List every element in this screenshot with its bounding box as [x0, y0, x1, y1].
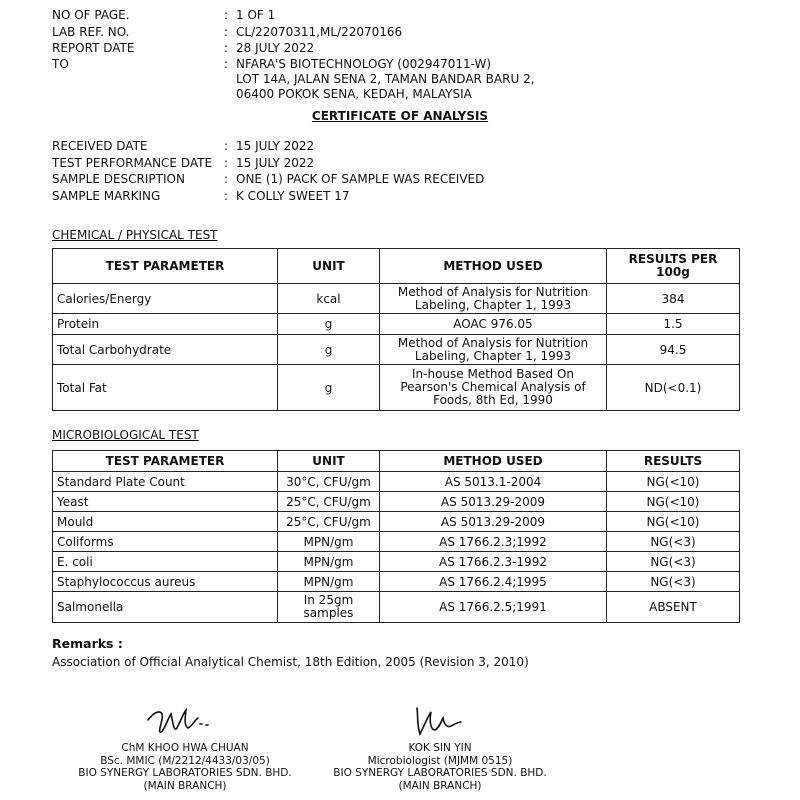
table-header-row [53, 249, 740, 284]
field-separator: : [224, 188, 229, 203]
column-header: TEST PARAMETER [53, 249, 278, 284]
table-row [53, 284, 740, 314]
field-label: RECEIVED DATE [52, 139, 148, 153]
address-line: LOT 14A, JALAN SENA 2, TAMAN BANDAR BARU 2, [236, 71, 535, 86]
field-label: REPORT DATE [52, 41, 135, 55]
remarks-title: Remarks : [52, 636, 123, 651]
signature-icon [140, 698, 230, 742]
sample-row [52, 188, 752, 205]
header-row-lab-ref [52, 24, 752, 41]
cell-result: 384 [607, 284, 740, 314]
header-row-report-date [52, 40, 752, 57]
method-line: Labeling, Chapter 1, 1993 [414, 297, 572, 312]
cell-parameter: Staphylococcus aureus [53, 572, 278, 592]
table-row [53, 552, 740, 572]
cell-parameter: Total Fat [53, 365, 278, 411]
field-value: 28 JULY 2022 [236, 41, 315, 55]
column-header-line: RESULTS PER [628, 252, 718, 266]
table-row [53, 492, 740, 512]
cell-parameter: Calories/Energy [53, 284, 278, 314]
cell-result: ND(<0.1) [607, 365, 740, 411]
field-value: ONE (1) PACK OF SAMPLE WAS RECEIVED [236, 172, 485, 186]
address-line: NFARA'S BIOTECHNOLOGY (002947011-W) [236, 56, 492, 71]
cell-parameter: Protein [53, 314, 278, 335]
cell-method: AS 5013.1-2004 [380, 472, 607, 492]
method-line: Pearson's Chemical Analysis of [400, 380, 586, 394]
column-header: UNIT [278, 249, 380, 284]
column-header: TEST PARAMETER [53, 451, 278, 472]
cell-method: AS 5013.29-2009 [380, 512, 607, 532]
cell-method: AS 1766.2.3-1992 [380, 552, 607, 572]
document-title: CERTIFICATE OF ANALYSIS [311, 109, 489, 123]
method-line: Method of Analysis for Nutrition [397, 335, 589, 350]
signatory-line: Microbiologist (MJMM 0515) [367, 754, 513, 767]
column-header: METHOD USED [380, 249, 607, 284]
field-label: LAB REF. NO. [52, 24, 130, 39]
cell-result: NG(<3) [607, 552, 740, 572]
cell-unit: 30°C, CFU/gm [278, 472, 380, 492]
cell-result: NG(<3) [607, 572, 740, 592]
method-line: Method of Analysis for Nutrition [397, 284, 589, 299]
field-separator: : [224, 24, 229, 39]
sample-row [52, 171, 752, 188]
sample-row [52, 138, 752, 155]
table-row [53, 472, 740, 492]
cell-unit: MPN/gm [278, 552, 380, 572]
address-line: 06400 POKOK SENA, KEDAH, MALAYSIA [236, 86, 472, 101]
cell-method: AOAC 976.05 [380, 314, 607, 335]
method-line: Foods, 8th Ed, 1990 [433, 393, 553, 407]
cell-method [380, 335, 607, 365]
field-separator: : [224, 41, 229, 55]
cell-unit: kcal [278, 284, 380, 314]
cell-unit: MPN/gm [278, 532, 380, 552]
method-line: In-house Method Based On [412, 367, 574, 381]
field-label: TO [52, 56, 69, 71]
cell-parameter: Coliforms [53, 532, 278, 552]
cell-unit: 25°C, CFU/gm [278, 492, 380, 512]
cell-parameter: Standard Plate Count [53, 472, 278, 492]
method-line: Labeling, Chapter 1, 1993 [414, 348, 572, 363]
signatory-line: (MAIN BRANCH) [143, 779, 227, 792]
table-row [53, 572, 740, 592]
sample-info [52, 138, 752, 204]
field-separator: : [224, 56, 229, 71]
table-row [53, 532, 740, 552]
cell-result: NG(<3) [607, 532, 740, 552]
cell-result: NG(<10) [607, 472, 740, 492]
table-row [53, 365, 740, 411]
cell-method: AS 1766.2.5;1991 [380, 592, 607, 623]
column-header: RESULTS [607, 451, 740, 472]
address-block [236, 57, 752, 102]
signatory-line: BIO SYNERGY LABORATORIES SDN. BHD. [78, 767, 292, 779]
cell-parameter: Total Carbohydrate [53, 335, 278, 365]
cell-result: NG(<10) [607, 492, 740, 512]
field-separator: : [224, 172, 229, 186]
cell-method [380, 284, 607, 314]
cell-result: 94.5 [607, 335, 740, 365]
micro-section-title: MICROBIOLOGICAL TEST [52, 428, 199, 442]
table-header-row [53, 451, 740, 472]
cell-unit: g [278, 314, 380, 335]
field-label: SAMPLE MARKING [52, 188, 161, 203]
cell-method: AS 1766.2.4;1995 [380, 572, 607, 592]
cell-unit: MPN/gm [278, 572, 380, 592]
sample-row [52, 155, 752, 172]
cell-method: AS 5013.29-2009 [380, 492, 607, 512]
cell-result: ABSENT [607, 592, 740, 623]
chemical-test-table [52, 248, 740, 411]
field-label: NO OF PAGE. [52, 8, 130, 22]
cell-parameter: Mould [53, 512, 278, 532]
column-header-line: 100g [656, 265, 690, 279]
signatory-line: BSc. MMIC (M/2212/4433/03/05) [100, 754, 270, 767]
field-separator: : [224, 139, 229, 153]
signatory-line: ChM KHOO HWA CHUAN [121, 742, 249, 754]
cell-unit [278, 592, 380, 623]
signatory-chemist [50, 698, 320, 792]
cell-unit: 25°C, CFU/gm [278, 512, 380, 532]
remarks-text: Association of Official Analytical Chemist, 18th Edition, 2005 (Revision 3, 2010) [52, 655, 529, 669]
cell-result: NG(<10) [607, 512, 740, 532]
micro-test-table [52, 450, 740, 623]
field-separator: : [224, 8, 229, 22]
cell-unit: g [278, 335, 380, 365]
cell-parameter: Salmonella [53, 592, 278, 623]
field-value: CL/22070311,ML/22070166 [236, 24, 403, 39]
cell-result: 1.5 [607, 314, 740, 335]
report-header [52, 7, 752, 102]
table-row [53, 335, 740, 365]
table-row [53, 314, 740, 335]
field-value: 15 JULY 2022 [236, 139, 315, 153]
column-header: METHOD USED [380, 451, 607, 472]
unit-line: samples [303, 606, 354, 620]
field-value: 15 JULY 2022 [236, 155, 315, 170]
cell-method [380, 365, 607, 411]
unit-line: In 25gm [303, 593, 354, 607]
signatory-line: BIO SYNERGY LABORATORIES SDN. BHD. [333, 767, 547, 779]
column-header: UNIT [278, 451, 380, 472]
field-label: SAMPLE DESCRIPTION [52, 172, 185, 186]
signatory-line: (MAIN BRANCH) [398, 779, 482, 792]
signatory-line: KOK SIN YIN [408, 742, 472, 754]
table-row [53, 512, 740, 532]
cell-parameter: Yeast [53, 492, 278, 512]
header-row-page [52, 7, 752, 24]
signatory-microbiologist [310, 698, 570, 792]
field-value: K COLLY SWEET 17 [236, 188, 350, 203]
cell-parameter: E. coli [53, 552, 278, 572]
field-value: 1 OF 1 [236, 8, 276, 22]
field-label: TEST PERFORMANCE DATE [52, 155, 213, 170]
chemical-section-title: CHEMICAL / PHYSICAL TEST [52, 228, 218, 242]
field-separator: : [224, 155, 229, 170]
header-row-to [52, 57, 752, 102]
column-header [607, 249, 740, 284]
cell-unit: g [278, 365, 380, 411]
signature-icon [395, 698, 485, 742]
cell-method: AS 1766.2.3;1992 [380, 532, 607, 552]
table-row [53, 592, 740, 623]
